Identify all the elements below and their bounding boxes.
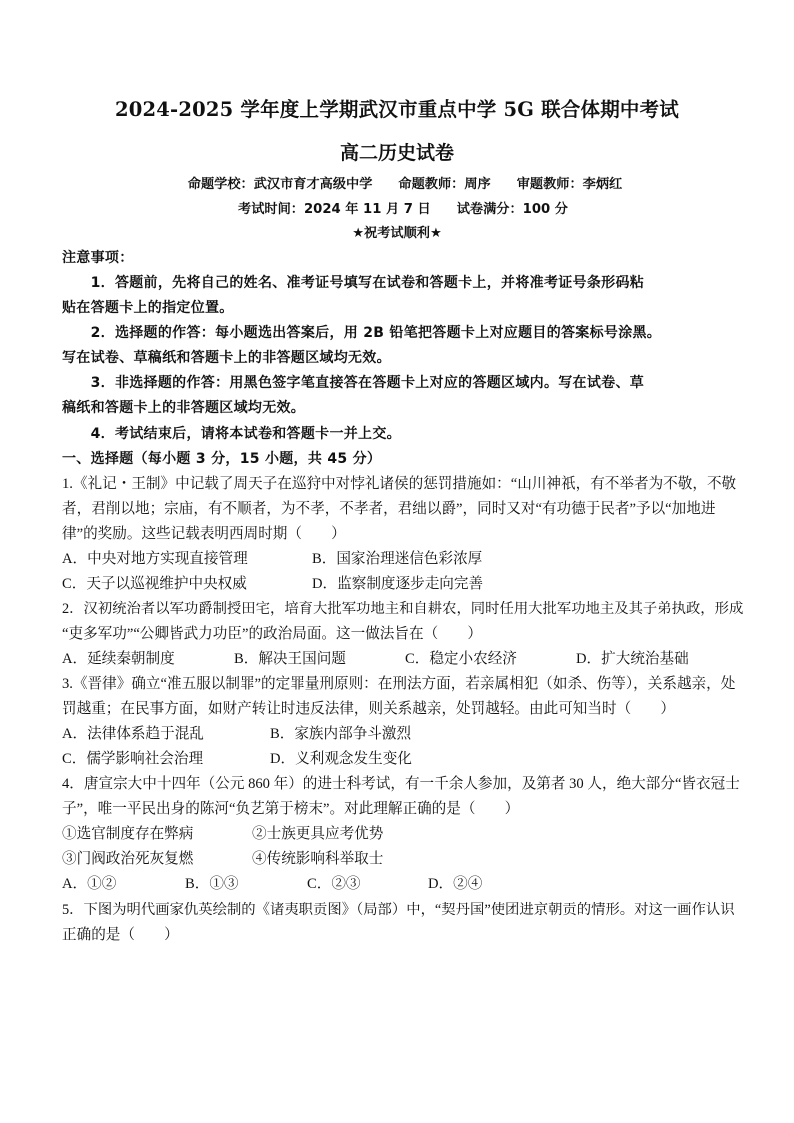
exam-subtitle: 高二历史试卷: [339, 142, 454, 164]
notice-heading: 注意事项：: [62, 250, 134, 266]
question-line: 子”，唯一平民出身的陈河“负艺第于榜末”。对此理解正确的是（ ）: [62, 801, 520, 817]
question-line: 2．汉初统治者以军功爵制授田宅，培育大批军功地主和自耕农，同时任用大批军功地主及其子弟执政，形成: [62, 601, 744, 617]
question-line: 1.《礼记・王制》中记载了周天子在巡狩中对悖礼诸侯的惩罚措施如：“山川神祇，有不举者为不敬，不敬: [62, 476, 737, 492]
question-line: 者，君削以地；宗庙，有不顺者，为不孝，不孝者，君绌以爵”，同时又对“有功德于民者”予以“加地进: [62, 501, 716, 517]
notice-line: 稿纸和答题卡上的非答题区域均无效。: [62, 400, 306, 416]
option-d: D．扩大统治基础: [576, 651, 689, 667]
option-d: D．②④: [428, 876, 483, 892]
option-b: B．①③: [185, 876, 239, 892]
option-c: C．稳定小农经济: [405, 651, 517, 667]
section-heading: 一、选择题（每小题 3 分，15 小题，共 45 分）: [62, 451, 382, 467]
option-a: A．①②: [62, 876, 117, 892]
notice-line: 1．答题前，先将自己的姓名、准考证号填写在试卷和答题卡上，并将准考证号条形码粘: [62, 275, 645, 291]
exam-time-text: 考试时间：2024 年 11 月 7 日: [238, 202, 431, 217]
question-line: 正确的是（ ）: [62, 927, 179, 943]
notice-line: 写在试卷、草稿纸和答题卡上的非答题区域均无效。: [62, 350, 391, 366]
question-line: 4．唐宣宗大中十四年（公元 860 年）的进士科考试，有一千余人参加，及第者 30 人，绝大部分“皆衣冠士: [62, 776, 740, 792]
school-text: 命题学校：武汉市育才高级中学: [187, 177, 373, 192]
option-a: A．中央对地方实现直接管理: [62, 551, 248, 567]
option-c: C．②③: [307, 876, 361, 892]
exam-title: 2024-2025 学年度上学期武汉市重点中学 5G 联合体期中考试: [114, 98, 680, 121]
question-line: 罚越重；在民事方面，如财产转让时违反法律，则关系越亲，处罚越轻。由此可知当时（ ）: [62, 701, 675, 717]
option-b: B．家族内部争斗激烈: [270, 726, 412, 742]
exam-authors: [8, 173, 794, 192]
option-b: B．解决王国问题: [234, 651, 346, 667]
question-line: 3.《晋律》确立“准五服以制罪”的定罪量刑原则：在刑法方面，若亲属相犯（如杀、伤等），关系越亲，处: [62, 676, 736, 692]
option-d: D．监察制度逐步走向完善: [312, 576, 484, 592]
question-line: 5．下图为明代画家仇英绘制的《诸夷职贡图》（局部）中，“契丹国”使团进京朝贡的情形。对这一画作认识: [62, 902, 735, 918]
notice-line: 3．非选择题的作答：用黑色签字笔直接答在答题卡上对应的答题区域内。写在试卷、草: [62, 375, 645, 391]
option-a: A．法律体系趋于混乱: [62, 726, 204, 742]
option-a: A．延续秦朝制度: [62, 651, 175, 667]
statement-item: ④传统影响科举取士: [252, 851, 384, 867]
notice-line: 2．选择题的作答：每小题选出答案后，用 2B 铅笔把答题卡上对应题目的答案标号涂黑。: [62, 325, 662, 341]
question-line: “吏多军功”“公卿皆武力功臣”的政治局面。这一做法旨在（ ）: [62, 626, 482, 642]
statement-item: ①选官制度存在弊病: [62, 826, 194, 842]
reviewer-text: 审题教师：李炳红: [516, 177, 623, 192]
option-c: C．儒学影响社会治理: [62, 751, 204, 767]
full-score-text: 试卷满分：100 分: [456, 202, 568, 217]
statement-item: ③门阀政治死灰复燃: [62, 851, 194, 867]
notice-line: 4．考试结束后，请将本试卷和答题卡一并上交。: [62, 426, 401, 442]
notice-line: 贴在答题卡上的指定位置。: [62, 300, 234, 316]
option-c: C．天子以巡视维护中央权威: [62, 576, 247, 592]
option-b: B．国家治理迷信色彩浓厚: [312, 551, 483, 567]
setter-text: 命题教师：周序: [398, 177, 491, 192]
exam-info: [6, 198, 794, 217]
question-line: 律”的奖励。这些记载表明西周时期（ ）: [62, 526, 346, 542]
wish-text: ★祝考试顺利★: [352, 226, 442, 241]
statement-item: ②士族更具应考优势: [252, 826, 384, 842]
option-d: D．义利观念发生变化: [270, 751, 412, 767]
